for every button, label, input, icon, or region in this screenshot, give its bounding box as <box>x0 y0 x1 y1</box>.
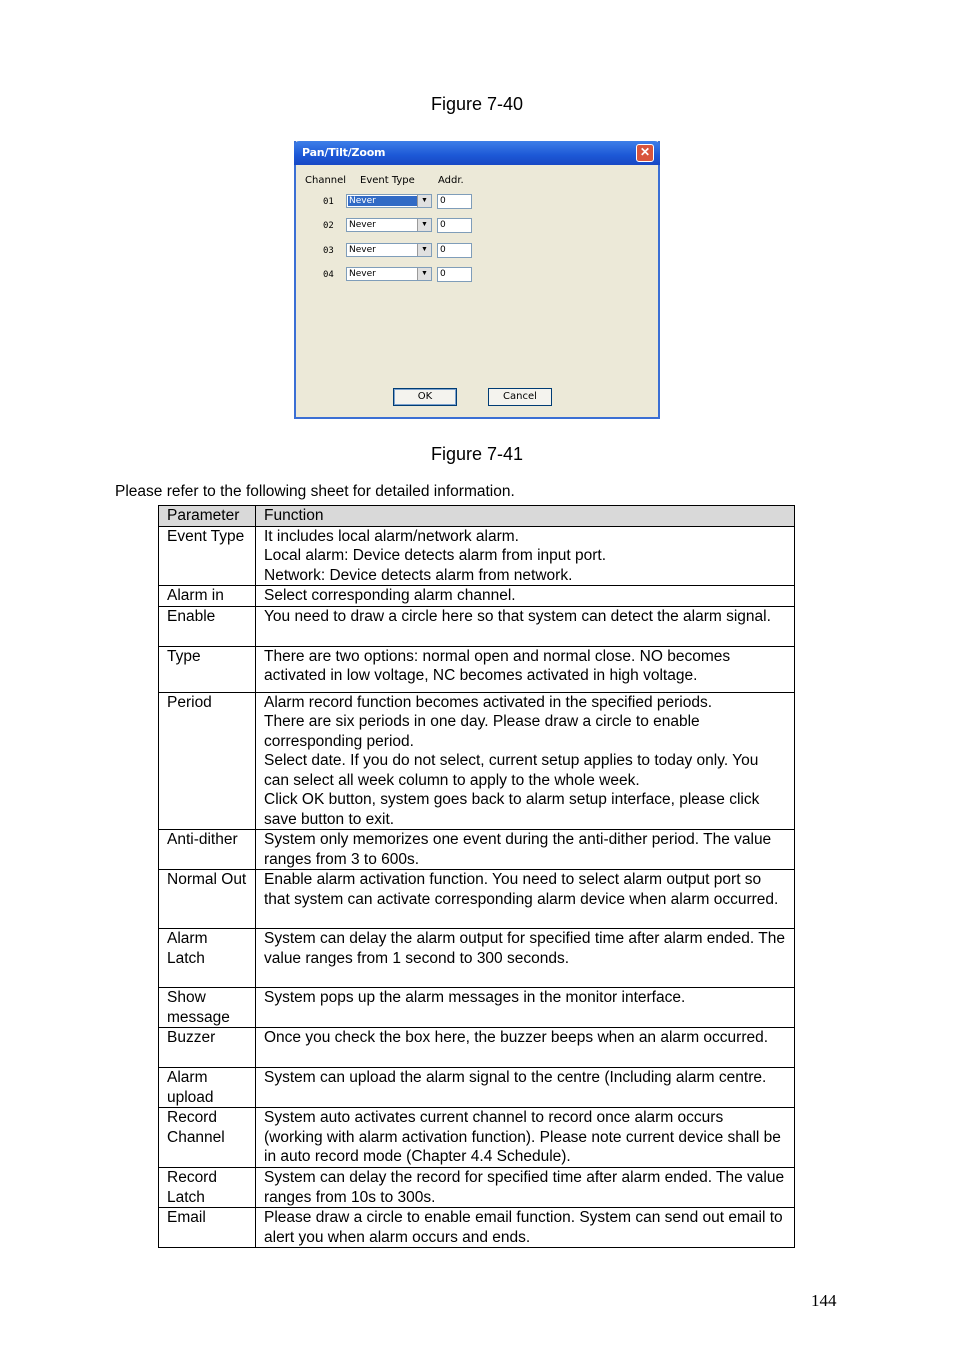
function-line: Once you check the box here, the buzzer beeps when an alarm occurred. <box>264 1029 769 1046</box>
table-row <box>159 929 795 988</box>
table-row <box>159 606 795 646</box>
parameter-cell: Alarm upload <box>159 1068 256 1108</box>
function-line: Please draw a circle to enable email function. System can send out email to alert you when alarm occurs and ends. <box>264 1209 783 1246</box>
table-row <box>159 646 795 692</box>
header-parameter: Parameter <box>159 506 256 527</box>
function-line: System only memorizes one event during the anti-dither period. The value ranges from 3 to 600s. <box>264 831 772 868</box>
function-line: Select corresponding alarm channel. <box>264 587 516 604</box>
channel-label: 03 <box>323 246 334 256</box>
table-row <box>159 870 795 929</box>
function-cell <box>256 1028 795 1068</box>
addr-input[interactable]: 0 <box>437 194 472 209</box>
ok-button[interactable]: OK <box>393 388 457 406</box>
table-row <box>159 1068 795 1108</box>
parameter-cell: Record Channel <box>159 1108 256 1168</box>
function-line: Click OK button, system goes back to alarm setup interface, please click save button to exit. <box>264 791 760 828</box>
function-cell <box>256 870 795 929</box>
dialog-title: Pan/Tilt/Zoom <box>302 146 386 159</box>
chevron-down-icon[interactable]: ▼ <box>417 219 431 231</box>
table-row <box>159 830 795 870</box>
parameter-cell: Buzzer <box>159 1028 256 1068</box>
parameter-cell: Anti-dither <box>159 830 256 870</box>
event-type-value: Never <box>349 220 376 230</box>
event-type-select[interactable] <box>346 243 432 257</box>
cancel-button[interactable]: Cancel <box>488 388 552 406</box>
header-function: Function <box>256 506 795 527</box>
table-row <box>159 586 795 607</box>
chevron-down-icon[interactable]: ▼ <box>417 195 431 207</box>
ptz-dialog <box>294 141 660 419</box>
function-cell <box>256 1068 795 1108</box>
function-line: Network: Device detects alarm from network. <box>264 566 573 584</box>
function-cell <box>256 929 795 988</box>
function-line: System can delay the record for specified time after alarm ended. The value ranges from 10s to 300s. <box>264 1169 785 1206</box>
function-cell <box>256 830 795 870</box>
table-row <box>159 1028 795 1068</box>
table-row <box>159 526 795 586</box>
event-type-header: Event Type <box>360 175 415 186</box>
page-number: 144 <box>811 1291 837 1310</box>
dialog-titlebar[interactable] <box>294 141 660 165</box>
parameter-table <box>158 505 795 1248</box>
function-cell <box>256 988 795 1028</box>
function-cell <box>256 1168 795 1208</box>
event-type-value: Never <box>349 245 376 255</box>
parameter-cell: Show message <box>159 988 256 1028</box>
function-cell <box>256 646 795 692</box>
channel-label: 04 <box>323 270 334 280</box>
table-row <box>159 1168 795 1208</box>
function-line: There are six periods in one day. Please draw a circle to enable corresponding period. <box>264 713 700 750</box>
addr-input[interactable]: 0 <box>437 218 472 233</box>
function-line: It includes local alarm/network alarm. <box>264 527 519 545</box>
event-type-value: Never <box>348 196 417 206</box>
table-row <box>159 692 795 830</box>
parameter-cell: Record Latch <box>159 1168 256 1208</box>
close-icon[interactable]: ✕ <box>636 144 654 162</box>
function-line: Select date. If you do not select, current setup applies to today only. You can select all week column to apply to the whole week. <box>264 752 759 789</box>
figure-caption-top: Figure 7-40 <box>430 94 524 114</box>
function-line: System can delay the alarm output for specified time after alarm ended. The value ranges from 1 second to 300 seconds. <box>264 930 785 967</box>
function-line: There are two options: normal open and normal close. NO becomes activated in low voltage, NC becomes activated in high voltage. <box>264 647 731 684</box>
function-line: Enable alarm activation function. You need to select alarm output port so that system can activate corresponding alarm device when alarm occurred. <box>264 871 779 908</box>
table-row <box>159 988 795 1028</box>
parameter-cell: Event Type <box>159 526 256 586</box>
channel-label: 01 <box>323 197 334 207</box>
event-type-select[interactable] <box>346 194 432 208</box>
function-cell <box>256 606 795 646</box>
function-line: Local alarm: Device detects alarm from input port. <box>264 547 606 564</box>
table-row <box>159 1208 795 1248</box>
parameter-cell: Alarm Latch <box>159 929 256 988</box>
channel-label: 02 <box>323 221 334 231</box>
channel-header: Channel <box>305 175 347 186</box>
event-type-select[interactable] <box>346 267 432 281</box>
function-line: Alarm record function becomes activated in the specified periods. <box>264 693 713 711</box>
function-line: System auto activates current channel to record once alarm occurs (working with alarm activation function). Please note current device shall be in auto record mode (Chapter 4.4 Schedule). <box>264 1109 781 1165</box>
chevron-down-icon[interactable]: ▼ <box>417 268 431 280</box>
event-type-select[interactable] <box>346 218 432 232</box>
parameter-cell: Normal Out <box>159 870 256 929</box>
parameter-cell: Alarm in <box>159 586 256 607</box>
intro-text: Please refer to the following sheet for detailed information. <box>115 483 515 500</box>
addr-header: Addr. <box>438 175 464 186</box>
event-type-value: Never <box>349 269 376 279</box>
function-line: System can upload the alarm signal to the centre (Including alarm centre. <box>264 1069 767 1086</box>
addr-input[interactable]: 0 <box>437 267 472 282</box>
function-line: System pops up the alarm messages in the monitor interface. <box>264 989 686 1006</box>
addr-input[interactable]: 0 <box>437 243 472 258</box>
function-cell <box>256 692 795 830</box>
function-cell <box>256 526 795 586</box>
function-line: You need to draw a circle here so that system can detect the alarm signal. <box>264 607 771 625</box>
function-cell <box>256 586 795 607</box>
function-cell <box>256 1108 795 1168</box>
table-header-row <box>159 506 795 527</box>
parameter-cell: Period <box>159 692 256 830</box>
figure-caption-bottom: Figure 7-41 <box>430 444 524 464</box>
parameter-cell: Enable <box>159 606 256 646</box>
parameter-cell: Type <box>159 646 256 692</box>
parameter-cell: Email <box>159 1208 256 1248</box>
dialog-body <box>296 165 658 417</box>
table-row <box>159 1108 795 1168</box>
chevron-down-icon[interactable]: ▼ <box>417 244 431 256</box>
function-cell <box>256 1208 795 1248</box>
